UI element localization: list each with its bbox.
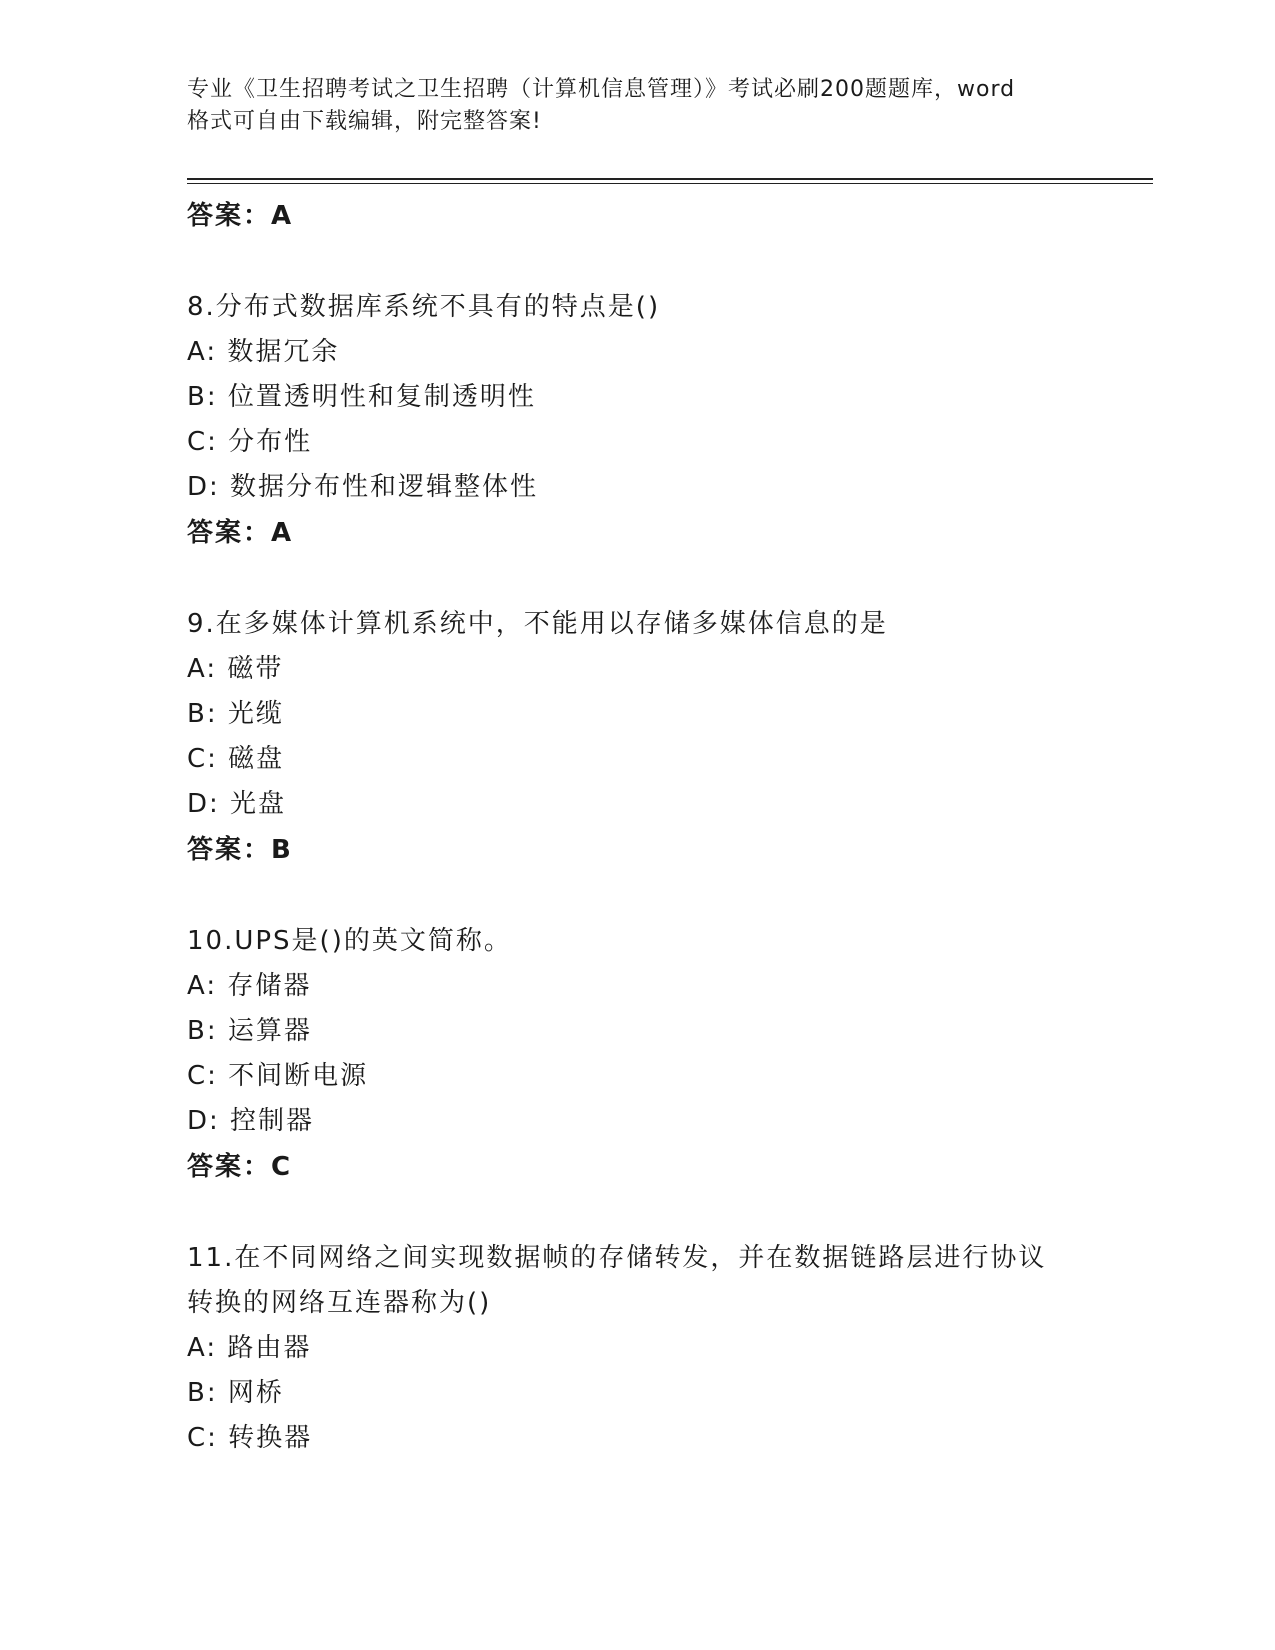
question-list [187,193,1107,1461]
option-a: A: 磁带 [187,654,284,684]
option-b: B: 光缆 [187,699,284,729]
option-c: C: 转换器 [187,1423,313,1453]
header-divider-thick [187,178,1153,180]
question-text: 8.分布式数据库系统不具有的特点是() [187,292,661,322]
answer-line: 答案：A [187,518,294,548]
question-block [187,919,1107,1190]
option-b: B: 位置透明性和复制透明性 [187,382,536,412]
spacer [187,1190,1107,1236]
option-d: D: 控制器 [187,1106,315,1136]
option-b: B: 运算器 [187,1016,312,1046]
option-c: C: 分布性 [187,427,313,457]
document-header [187,74,1087,138]
spacer [187,873,1107,919]
question-block [187,602,1107,873]
question-text-line-1: 11.在不同网络之间实现数据帧的存储转发，并在数据链路层进行协议 [187,1243,1047,1273]
question-text: 9.在多媒体计算机系统中，不能用以存储多媒体信息的是 [187,609,888,639]
option-d: D: 数据分布性和逻辑整体性 [187,472,539,502]
question-text: 10.UPS是()的英文简称。 [187,926,512,956]
header-divider-thin [187,183,1153,184]
question-text-line-2: 转换的网络互连器称为() [187,1288,492,1318]
option-b: B: 网桥 [187,1378,284,1408]
header-line-2: 格式可自由下载编辑，附完整答案! [187,109,542,134]
option-a: A: 路由器 [187,1333,312,1363]
option-c: C: 磁盘 [187,744,285,774]
question-block [187,1236,1107,1461]
spacer [187,556,1107,602]
question-block [187,285,1107,556]
option-d: D: 光盘 [187,789,287,819]
header-line-1: 专业《卫生招聘考试之卫生招聘（计算机信息管理）》考试必刷200题题库，word [187,77,1016,102]
answer-line: 答案：A [187,201,294,231]
answer-line: 答案：B [187,835,293,865]
option-a: A: 数据冗余 [187,337,340,367]
spacer [187,239,1107,285]
option-c: C: 不间断电源 [187,1061,369,1091]
answer-line: 答案：C [187,1152,293,1182]
option-a: A: 存储器 [187,971,312,1001]
